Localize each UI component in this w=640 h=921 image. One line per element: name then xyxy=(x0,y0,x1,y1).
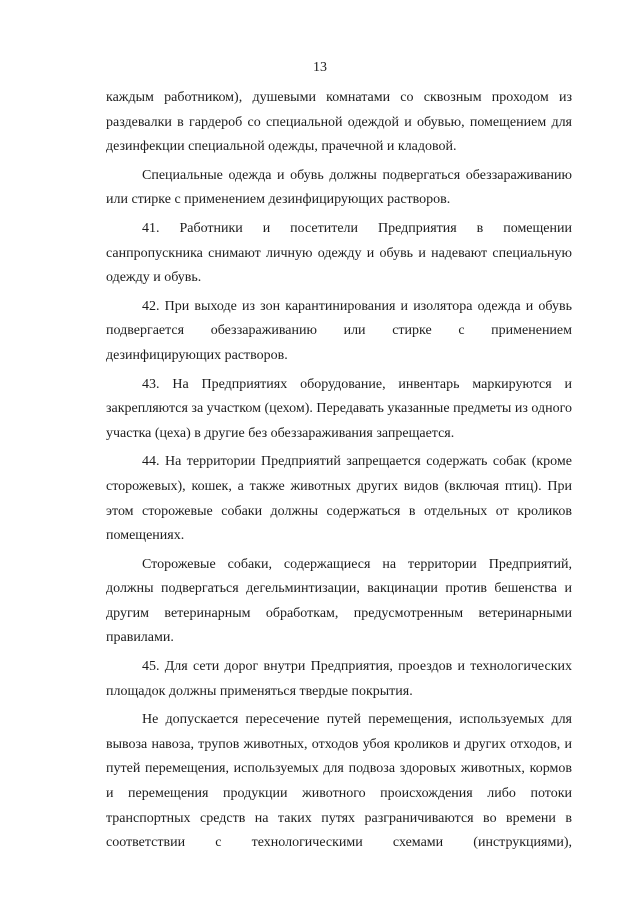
paragraph-item-41: 41. Работники и посетители Предприятия в помещении санпропускника снимают личную одежду и обувь и надевают специальную одежду и обувь. xyxy=(106,220,572,286)
paragraph-item-43: 43. На Предприятиях оборудование, инвентарь маркируются и закрепляются за участком (цехом). Передавать указанные предметы из одного участка (цеха) в другие без обеззараживания запрещается. xyxy=(106,376,572,441)
paragraph-item-42: 42. При выходе из зон карантинирования и изолятора одежда и обувь подвергается обеззараживанию или стирке с применением дезинфицирующих растворов. xyxy=(106,298,572,363)
paragraph-guard-dogs: Сторожевые собаки, содержащиеся на территории Предприятий, должны подвергаться дегельминтизации, вакцинации против бешенства и другим ветеринарным обработкам, предусмотренным ветеринарными правилами. xyxy=(106,556,572,646)
paragraph-special-clothing: Специальные одежда и обувь должны подвергаться обеззараживанию или стирке с применением дезинфицирующих растворов. xyxy=(106,167,572,208)
paragraph-path-crossing: Не допускается пересечение путей перемещения, используемых для вывоза навоза, трупов животных, отходов убоя кроликов и других отходов, и путей перемещения, используемых для подвоза здоровых животных, кормов и перемещения продукции животного происхождения либо потоки транспортных средств на таких путях разграничиваются во времени в соответствии с технологическими схемами (инструкциями), xyxy=(106,712,572,851)
paragraph-item-45: 45. Для сети дорог внутри Предприятия, проездов и технологических площадок должны применяться твердые покрытия. xyxy=(106,659,572,699)
paragraph-continuation: каждым работником), душевыми комнатами со сквозным проходом из раздевалки в гардероб со специальной одеждой и обувью, помещением для дезинфекции специальной одежды, прачечной и кладовой. xyxy=(106,90,572,155)
paragraph-item-44: 44. На территории Предприятий запрещается содержать собак (кроме сторожевых), кошек, а также животных других видов (включая птиц). При этом сторожевые собаки должны содержаться в отдельных от кроликов помещениях. xyxy=(106,454,572,544)
document-body xyxy=(106,86,572,857)
page-number: 13 xyxy=(313,60,327,75)
